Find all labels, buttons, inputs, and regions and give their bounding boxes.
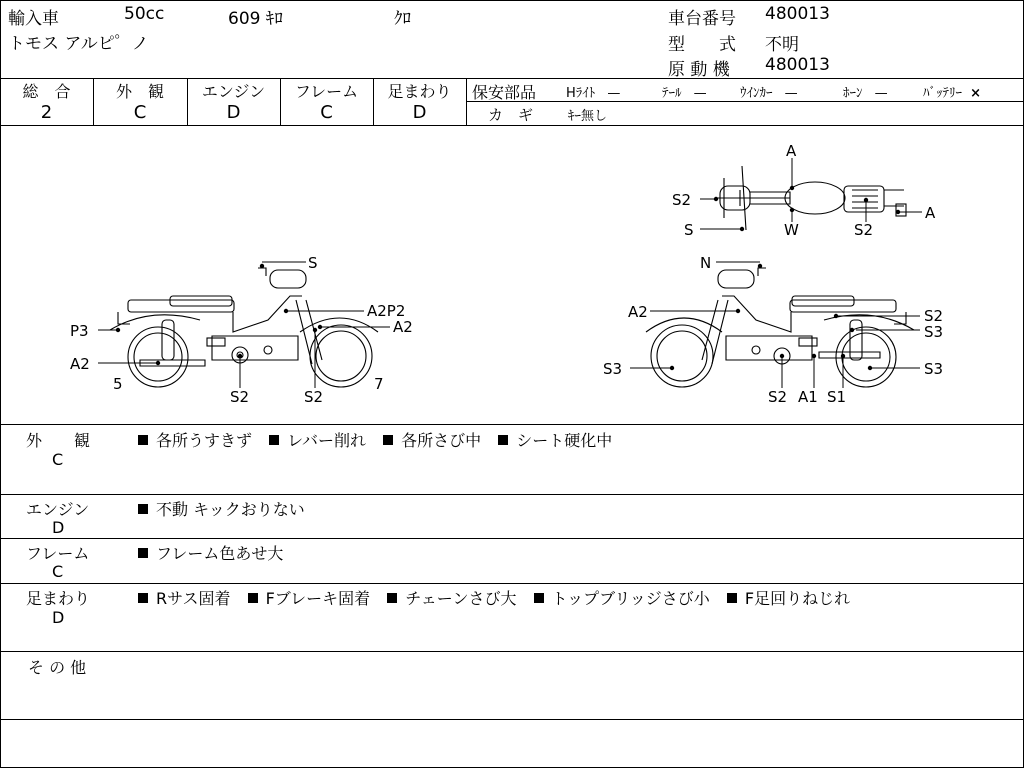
grade-label: フレーム <box>294 82 359 101</box>
front-wheel <box>651 325 713 387</box>
frame-no-value: 480013 <box>765 4 830 24</box>
safety-item-mark: — <box>784 86 798 101</box>
safety-item-mark: — <box>607 86 621 101</box>
note-label: エンジン <box>26 500 90 519</box>
note-item: 不動 キックおりない <box>156 500 305 519</box>
grade-label: エンジン <box>201 82 266 101</box>
bullet-square-icon <box>269 435 279 445</box>
key-label: カ ギ <box>488 106 534 124</box>
note-item: Fブレーキ固着 <box>265 589 371 608</box>
note-grade: D <box>52 518 65 537</box>
displacement: 50cc <box>124 4 165 24</box>
rear-wheel <box>836 327 896 387</box>
note-grade: D <box>52 608 65 627</box>
damage-label: S2 <box>672 191 692 209</box>
note-label: フレーム <box>26 544 90 563</box>
model-name: トモス アルピ゜ノ <box>8 34 149 54</box>
grade-value: D <box>226 102 241 123</box>
safety-item-name: ﾊﾞｯﾃﾘｰ <box>923 86 962 101</box>
engine-no-value: 480013 <box>765 55 830 75</box>
bullet-square-icon <box>138 593 148 603</box>
note-items-engine <box>138 497 317 520</box>
damage-label: S1 <box>827 388 847 406</box>
grade-frame <box>280 79 373 123</box>
damage-label: S2 <box>768 388 788 406</box>
note-item: レバー削れ <box>287 431 366 450</box>
safety-item-mark: × <box>970 86 982 101</box>
damage-label: A1 <box>798 388 818 406</box>
right-side-bike <box>646 268 914 387</box>
note-grade: C <box>52 450 64 469</box>
damage-label: S3 <box>924 360 944 378</box>
damage-label: 5 <box>113 375 123 393</box>
damage-label: A <box>925 204 936 222</box>
damage-label: S3 <box>924 323 944 341</box>
note-item: F足回りねじれ <box>744 589 851 608</box>
bullet-square-icon <box>498 435 508 445</box>
safety-item <box>566 82 620 101</box>
grade-value: C <box>320 102 333 123</box>
divider <box>466 101 1024 102</box>
bullet-square-icon <box>383 435 393 445</box>
engine-no-label: 原 動 機 <box>668 60 730 80</box>
bullet-square-icon <box>727 593 737 603</box>
color: ｸﾛ <box>394 9 411 29</box>
bullet-square-icon <box>248 593 258 603</box>
divider <box>0 651 1024 652</box>
note-item: シート硬化中 <box>516 431 613 450</box>
note-items-suspension <box>138 586 862 609</box>
key-value: ｷｰ無し <box>568 109 608 124</box>
front-wheel <box>310 325 372 387</box>
safety-item-mark: — <box>693 86 707 101</box>
safety-item-name: Hﾗｲﾄ <box>566 86 596 101</box>
safety-item <box>740 82 798 101</box>
note-item: チェーンさび大 <box>405 589 517 608</box>
divider <box>0 538 1024 539</box>
damage-label: A2P2 <box>367 302 406 320</box>
note-grade: C <box>52 562 64 581</box>
bullet-square-icon <box>387 593 397 603</box>
safety-item-name: ﾃｰﾙ <box>662 86 682 101</box>
damage-label: P3 <box>70 322 89 340</box>
bullet-square-icon <box>138 548 148 558</box>
safety-item-mark: — <box>874 86 888 101</box>
safety-item <box>923 82 981 101</box>
note-item: フレーム色あせ大 <box>156 544 284 563</box>
divider <box>0 494 1024 495</box>
damage-label: S3 <box>603 360 623 378</box>
damage-label: A <box>786 142 797 160</box>
note-label: 外 観 <box>26 431 91 450</box>
type-label: 型 式 <box>668 35 736 55</box>
note-label: そ の 他 <box>28 658 87 677</box>
note-item: Rサス固着 <box>156 589 231 608</box>
damage-label: S2 <box>924 307 944 325</box>
grade-value: 2 <box>40 102 53 123</box>
safety-item-name: ﾎｰﾝ <box>843 86 863 101</box>
note-item: 各所さび中 <box>401 431 482 450</box>
divider <box>466 78 467 125</box>
damage-label: S2 <box>230 388 250 406</box>
divider <box>0 719 1024 720</box>
bullet-square-icon <box>534 593 544 603</box>
type-value: 不明 <box>765 35 799 55</box>
note-label: 足まわり <box>26 589 91 608</box>
grade-suspension <box>373 79 466 123</box>
top-view-bike <box>716 166 906 230</box>
damage-label: W <box>784 221 799 239</box>
damage-diagram <box>0 126 1024 424</box>
note-item: トップブリッジさび小 <box>551 589 710 608</box>
divider <box>0 583 1024 584</box>
bullet-square-icon <box>138 504 148 514</box>
note-items-frame <box>138 541 295 564</box>
damage-label: A2 <box>70 355 90 373</box>
grade-value: C <box>133 102 147 123</box>
grade-label: 足まわり <box>387 82 452 101</box>
safety-item <box>843 82 888 101</box>
damage-label: 7 <box>374 375 384 393</box>
vehicle-category: 輸入車 <box>8 9 59 29</box>
rear-wheel <box>128 327 188 387</box>
grade-exterior <box>93 79 187 123</box>
damage-label: S <box>308 254 318 272</box>
grade-label: 外 観 <box>115 82 164 101</box>
damage-label: A2 <box>628 303 648 321</box>
safety-item-name: ｳｲﾝｶｰ <box>740 86 773 101</box>
divider <box>0 424 1024 425</box>
note-item: 各所うすきず <box>156 431 253 450</box>
damage-label: S2 <box>854 221 874 239</box>
safety-label: 保安部品 <box>472 83 537 102</box>
damage-label: A2 <box>393 318 413 336</box>
damage-label: S <box>684 221 694 239</box>
grade-value: D <box>412 102 427 123</box>
safety-item <box>662 82 707 101</box>
bullet-square-icon <box>138 435 148 445</box>
grade-engine <box>187 79 280 123</box>
mileage: 609 ｷﾛ <box>228 9 283 29</box>
grade-label: 総 合 <box>22 82 71 101</box>
damage-label: S2 <box>304 388 324 406</box>
frame-no-label: 車台番号 <box>668 9 736 29</box>
damage-label: N <box>700 254 712 272</box>
grade-overall <box>0 79 93 123</box>
note-items-exterior <box>138 428 624 451</box>
